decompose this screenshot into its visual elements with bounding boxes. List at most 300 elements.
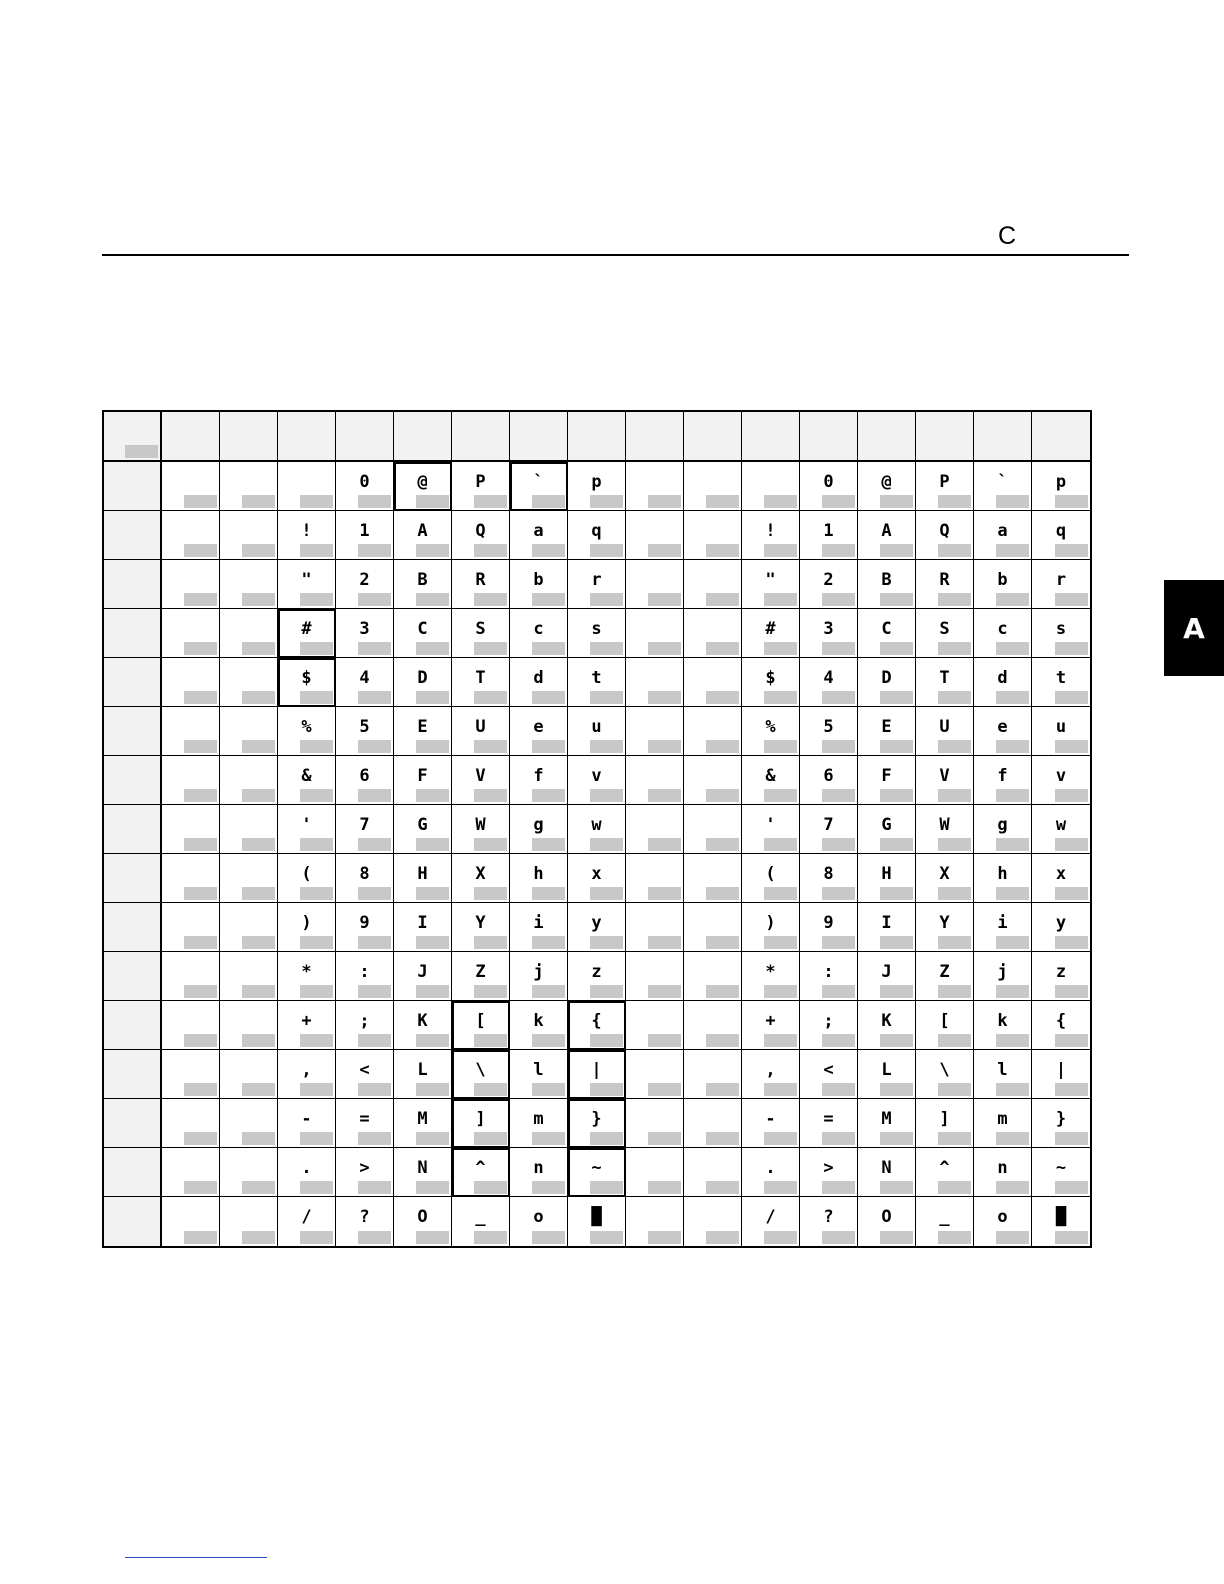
cell-shade [532,1181,565,1194]
cell-shade [1055,1034,1088,1047]
table-cell [336,560,394,609]
table-cell [452,609,510,658]
character-glyph: h [533,864,544,884]
character-glyph: Q [475,521,486,541]
character-glyph: + [765,1011,776,1031]
cell-shade [706,1231,739,1244]
character-glyph: + [301,1011,312,1031]
cell-shade [822,495,855,508]
row-header-cell [104,756,162,805]
cell-shade [822,593,855,606]
cell-shade [590,1132,623,1145]
table-cell [336,462,394,511]
cell-shade [938,1034,971,1047]
cell-shade [300,740,333,753]
character-glyph: \ [475,1060,486,1080]
character-glyph: f [997,766,1008,786]
character-glyph: h [997,864,1008,884]
table-cell [974,952,1032,1001]
table-cell [452,462,510,511]
cell-shade [1055,838,1088,851]
character-glyph: @ [417,472,428,492]
table-cell [684,1148,742,1197]
table-cell [1032,609,1090,658]
cell-shade [764,495,797,508]
table-cell [162,707,220,756]
cell-shade [300,1083,333,1096]
table-cell [626,1001,684,1050]
character-glyph: 3 [823,619,834,639]
table-cell [858,462,916,511]
character-glyph: 4 [823,668,834,688]
character-glyph: { [1055,1011,1067,1031]
cell-shade [242,1083,275,1096]
cell-shade [764,1132,797,1145]
table-cell [858,805,916,854]
table-cell [394,707,452,756]
cell-shade [590,1231,623,1244]
character-glyph: b [533,570,544,590]
table-cell [742,1197,800,1246]
cell-shade [822,642,855,655]
character-glyph: C [417,619,428,639]
character-glyph: , [765,1060,776,1080]
cell-shade [242,740,275,753]
character-glyph: 5 [359,717,370,737]
table-cell [742,609,800,658]
character-glyph: d [533,668,544,688]
table-cell [220,462,278,511]
cell-shade [184,495,217,508]
table-cell [684,658,742,707]
table-cell [220,560,278,609]
table-cell [800,1099,858,1148]
character-glyph: T [475,668,486,688]
cell-shade [184,691,217,704]
table-cell [974,1001,1032,1050]
character-glyph: a [533,521,544,541]
table-cell [568,609,626,658]
character-glyph: ' [765,815,776,835]
character-glyph: * [765,962,776,982]
column-header-cell [974,412,1032,462]
cell-shade [648,642,681,655]
table-cell [684,1099,742,1148]
row-header-cell [104,1099,162,1148]
row-header-cell [104,1001,162,1050]
character-glyph: ~ [591,1158,602,1178]
cell-shade [474,642,507,655]
cell-shade [532,789,565,802]
header-rule [102,254,1129,256]
character-glyph: v [591,766,602,786]
table-cell [568,462,626,511]
table-cell [858,903,916,952]
table-cell [1032,1050,1090,1099]
cell-shade [590,1034,623,1047]
table-cell [452,560,510,609]
character-glyph: _ [475,1207,486,1227]
cell-shade [648,985,681,998]
character-glyph: E [881,717,892,737]
table-cell [394,805,452,854]
cell-shade [1055,985,1088,998]
table-cell [684,1050,742,1099]
cell-shade [938,936,971,949]
character-glyph: ) [765,913,776,933]
cell-shade [764,887,797,900]
table-cell [510,854,568,903]
character-glyph: - [301,1109,312,1129]
cell-shade [648,1132,681,1145]
cell-shade [242,1132,275,1145]
table-cell [742,756,800,805]
character-glyph: t [591,668,602,688]
character-glyph: K [881,1011,892,1031]
table-cell [220,1148,278,1197]
cell-shade [764,936,797,949]
cell-shade [474,838,507,851]
table-cell [626,1099,684,1148]
appendix-tab: A [1164,580,1224,676]
table-cell [916,903,974,952]
table-cell [394,658,452,707]
cell-shade [648,1181,681,1194]
cell-shade [1055,740,1088,753]
character-glyph: | [1055,1060,1067,1080]
table-cell [800,1197,858,1246]
cell-shade [648,887,681,900]
table-cell [336,854,394,903]
table-cell [452,1050,510,1099]
table-cell [162,462,220,511]
table-cell [278,952,336,1001]
character-glyph: M [417,1109,428,1129]
character-glyph: % [301,717,312,737]
column-header-cell [858,412,916,462]
cell-shade [358,789,391,802]
character-glyph: I [881,913,892,933]
table-cell [452,658,510,707]
table-cell [800,462,858,511]
cell-shade [822,1083,855,1096]
cell-shade [880,544,913,557]
character-glyph: ' [301,815,312,835]
table-cell [974,560,1032,609]
table-cell [742,1001,800,1050]
table-cell [684,1197,742,1246]
character-glyph: 9 [823,913,834,933]
table-cell [800,511,858,560]
cell-shade [416,1181,449,1194]
table-cell [278,560,336,609]
table-cell [568,560,626,609]
cell-shade [358,1034,391,1047]
cell-shade [474,789,507,802]
character-glyph: . [301,1158,312,1178]
character-glyph: i [997,913,1008,933]
character-glyph: r [591,570,602,590]
character-glyph: [ [939,1011,950,1031]
cell-shade [125,445,158,458]
cell-shade [300,1181,333,1194]
table-cell [916,1001,974,1050]
cell-shade [822,1231,855,1244]
table-cell [1032,1197,1090,1246]
character-glyph: m [997,1109,1008,1129]
character-glyph: G [881,815,892,835]
table-cell [858,1099,916,1148]
table-cell [916,854,974,903]
table-cell [916,1148,974,1197]
cell-shade [706,593,739,606]
cell-shade [822,936,855,949]
column-header-cell [1032,412,1090,462]
table-cell [974,609,1032,658]
character-set-table [102,410,1092,1248]
cell-shade [706,838,739,851]
column-header-cell [800,412,858,462]
table-cell [568,854,626,903]
table-cell [394,511,452,560]
table-cell [452,1099,510,1148]
character-glyph: | [591,1060,602,1080]
table-cell [162,1050,220,1099]
cell-shade [764,544,797,557]
character-glyph: _ [939,1207,950,1227]
character-glyph: W [475,815,486,835]
cell-shade [880,740,913,753]
cell-shade [996,789,1029,802]
cell-shade [938,1132,971,1145]
character-glyph: ] [475,1109,486,1129]
table-cell [220,952,278,1001]
table-cell [916,462,974,511]
table-cell [568,756,626,805]
cell-shade [474,495,507,508]
table-cell [452,511,510,560]
cell-shade [474,1034,507,1047]
cell-shade [416,838,449,851]
table-cell [858,1050,916,1099]
character-glyph: 1 [359,521,370,541]
cell-shade [880,1231,913,1244]
cell-shade [938,789,971,802]
table-cell [452,1197,510,1246]
character-glyph: a [997,521,1008,541]
table-cell [858,609,916,658]
table-cell [858,952,916,1001]
cell-shade [706,642,739,655]
table-cell [278,609,336,658]
table-cell [162,854,220,903]
table-cell [684,609,742,658]
row-header-cell [104,1148,162,1197]
character-glyph: D [417,668,428,688]
character-glyph: - [765,1109,776,1129]
table-cell [568,1001,626,1050]
table-cell [800,952,858,1001]
column-header-cell [220,412,278,462]
table-cell [742,462,800,511]
table-cell [510,1099,568,1148]
character-glyph: [ [475,1011,486,1031]
character-glyph: r [1055,570,1067,590]
character-glyph: : [359,962,370,982]
column-header-cell [162,412,220,462]
character-glyph: / [765,1207,776,1227]
character-glyph: R [475,570,486,590]
row-header-cell [104,1050,162,1099]
table-cell [1032,805,1090,854]
cell-shade [416,642,449,655]
cell-shade [184,985,217,998]
cell-shade [358,985,391,998]
cell-shade [416,1034,449,1047]
cell-shade [764,1083,797,1096]
table-cell [742,854,800,903]
cell-shade [590,544,623,557]
character-glyph: X [475,864,486,884]
character-glyph: @ [881,472,892,492]
cell-shade [996,936,1029,949]
cell-shade [996,1034,1029,1047]
cell-shade [300,642,333,655]
table-cell [452,1001,510,1050]
cell-shade [996,1083,1029,1096]
cell-shade [532,642,565,655]
cell-shade [706,1034,739,1047]
cell-shade [590,642,623,655]
row-header-cell [104,560,162,609]
cell-shade [184,887,217,900]
table-cell [568,1148,626,1197]
cell-shade [416,544,449,557]
character-glyph: 1 [823,521,834,541]
cell-shade [300,985,333,998]
cell-shade [532,740,565,753]
table-cell [916,952,974,1001]
cell-shade [822,544,855,557]
cell-shade [242,936,275,949]
cell-shade [880,691,913,704]
cell-shade [242,544,275,557]
cell-shade [996,1181,1029,1194]
cell-shade [1055,495,1088,508]
cell-shade [358,936,391,949]
table-cell [278,1148,336,1197]
cell-shade [938,544,971,557]
table-cell [916,609,974,658]
cell-shade [880,642,913,655]
character-glyph: / [301,1207,312,1227]
cell-shade [938,1231,971,1244]
column-header-cell [336,412,394,462]
cell-shade [764,1231,797,1244]
table-cell [684,560,742,609]
table-cell [162,1099,220,1148]
table-cell [858,1001,916,1050]
table-cell [510,707,568,756]
table-cell [510,952,568,1001]
table-cell [278,903,336,952]
character-glyph: K [417,1011,428,1031]
character-glyph: & [301,766,312,786]
table-cell [684,462,742,511]
table-cell [568,1197,626,1246]
table-cell [510,609,568,658]
table-cell [510,658,568,707]
cell-shade [184,593,217,606]
character-glyph: C [881,619,892,639]
character-glyph: * [301,962,312,982]
character-glyph: e [997,717,1008,737]
table-cell [336,805,394,854]
cell-shade [880,1132,913,1145]
character-glyph: # [301,619,312,639]
table-cell [974,854,1032,903]
cell-shade [822,789,855,802]
table-cell [916,1197,974,1246]
cell-shade [416,593,449,606]
cell-shade [706,544,739,557]
cell-shade [996,1132,1029,1145]
cell-shade [764,642,797,655]
table-cell [568,511,626,560]
table-cell [452,707,510,756]
table-cell [278,658,336,707]
cell-shade [242,1181,275,1194]
row-header-cell [104,952,162,1001]
character-glyph: U [939,717,950,737]
table-cell [684,854,742,903]
character-glyph: U [475,717,486,737]
table-cell [220,511,278,560]
character-glyph: n [533,1158,544,1178]
character-glyph: g [997,815,1008,835]
cell-shade [532,1132,565,1145]
row-header-cell [104,462,162,511]
table-cell [742,805,800,854]
character-glyph: $ [301,668,312,688]
cell-shade [532,936,565,949]
character-glyph: z [1055,962,1067,982]
table-cell [452,756,510,805]
table-cell [858,511,916,560]
table-cell [1032,952,1090,1001]
cell-shade [358,1132,391,1145]
table-cell [1032,903,1090,952]
cell-shade [590,593,623,606]
cell-shade [938,1083,971,1096]
cell-shade [590,1181,623,1194]
character-glyph: ~ [1055,1158,1067,1178]
cell-shade [300,1034,333,1047]
table-cell [220,756,278,805]
cell-shade [184,1231,217,1244]
cell-shade [358,740,391,753]
cell-shade [590,740,623,753]
character-glyph: O [417,1207,428,1227]
table-cell [742,903,800,952]
cell-shade [300,936,333,949]
character-glyph: ; [823,1011,834,1031]
table-cell [626,1050,684,1099]
cell-shade [764,1181,797,1194]
character-glyph: G [417,815,428,835]
table-cell [568,805,626,854]
character-glyph: c [997,619,1008,639]
